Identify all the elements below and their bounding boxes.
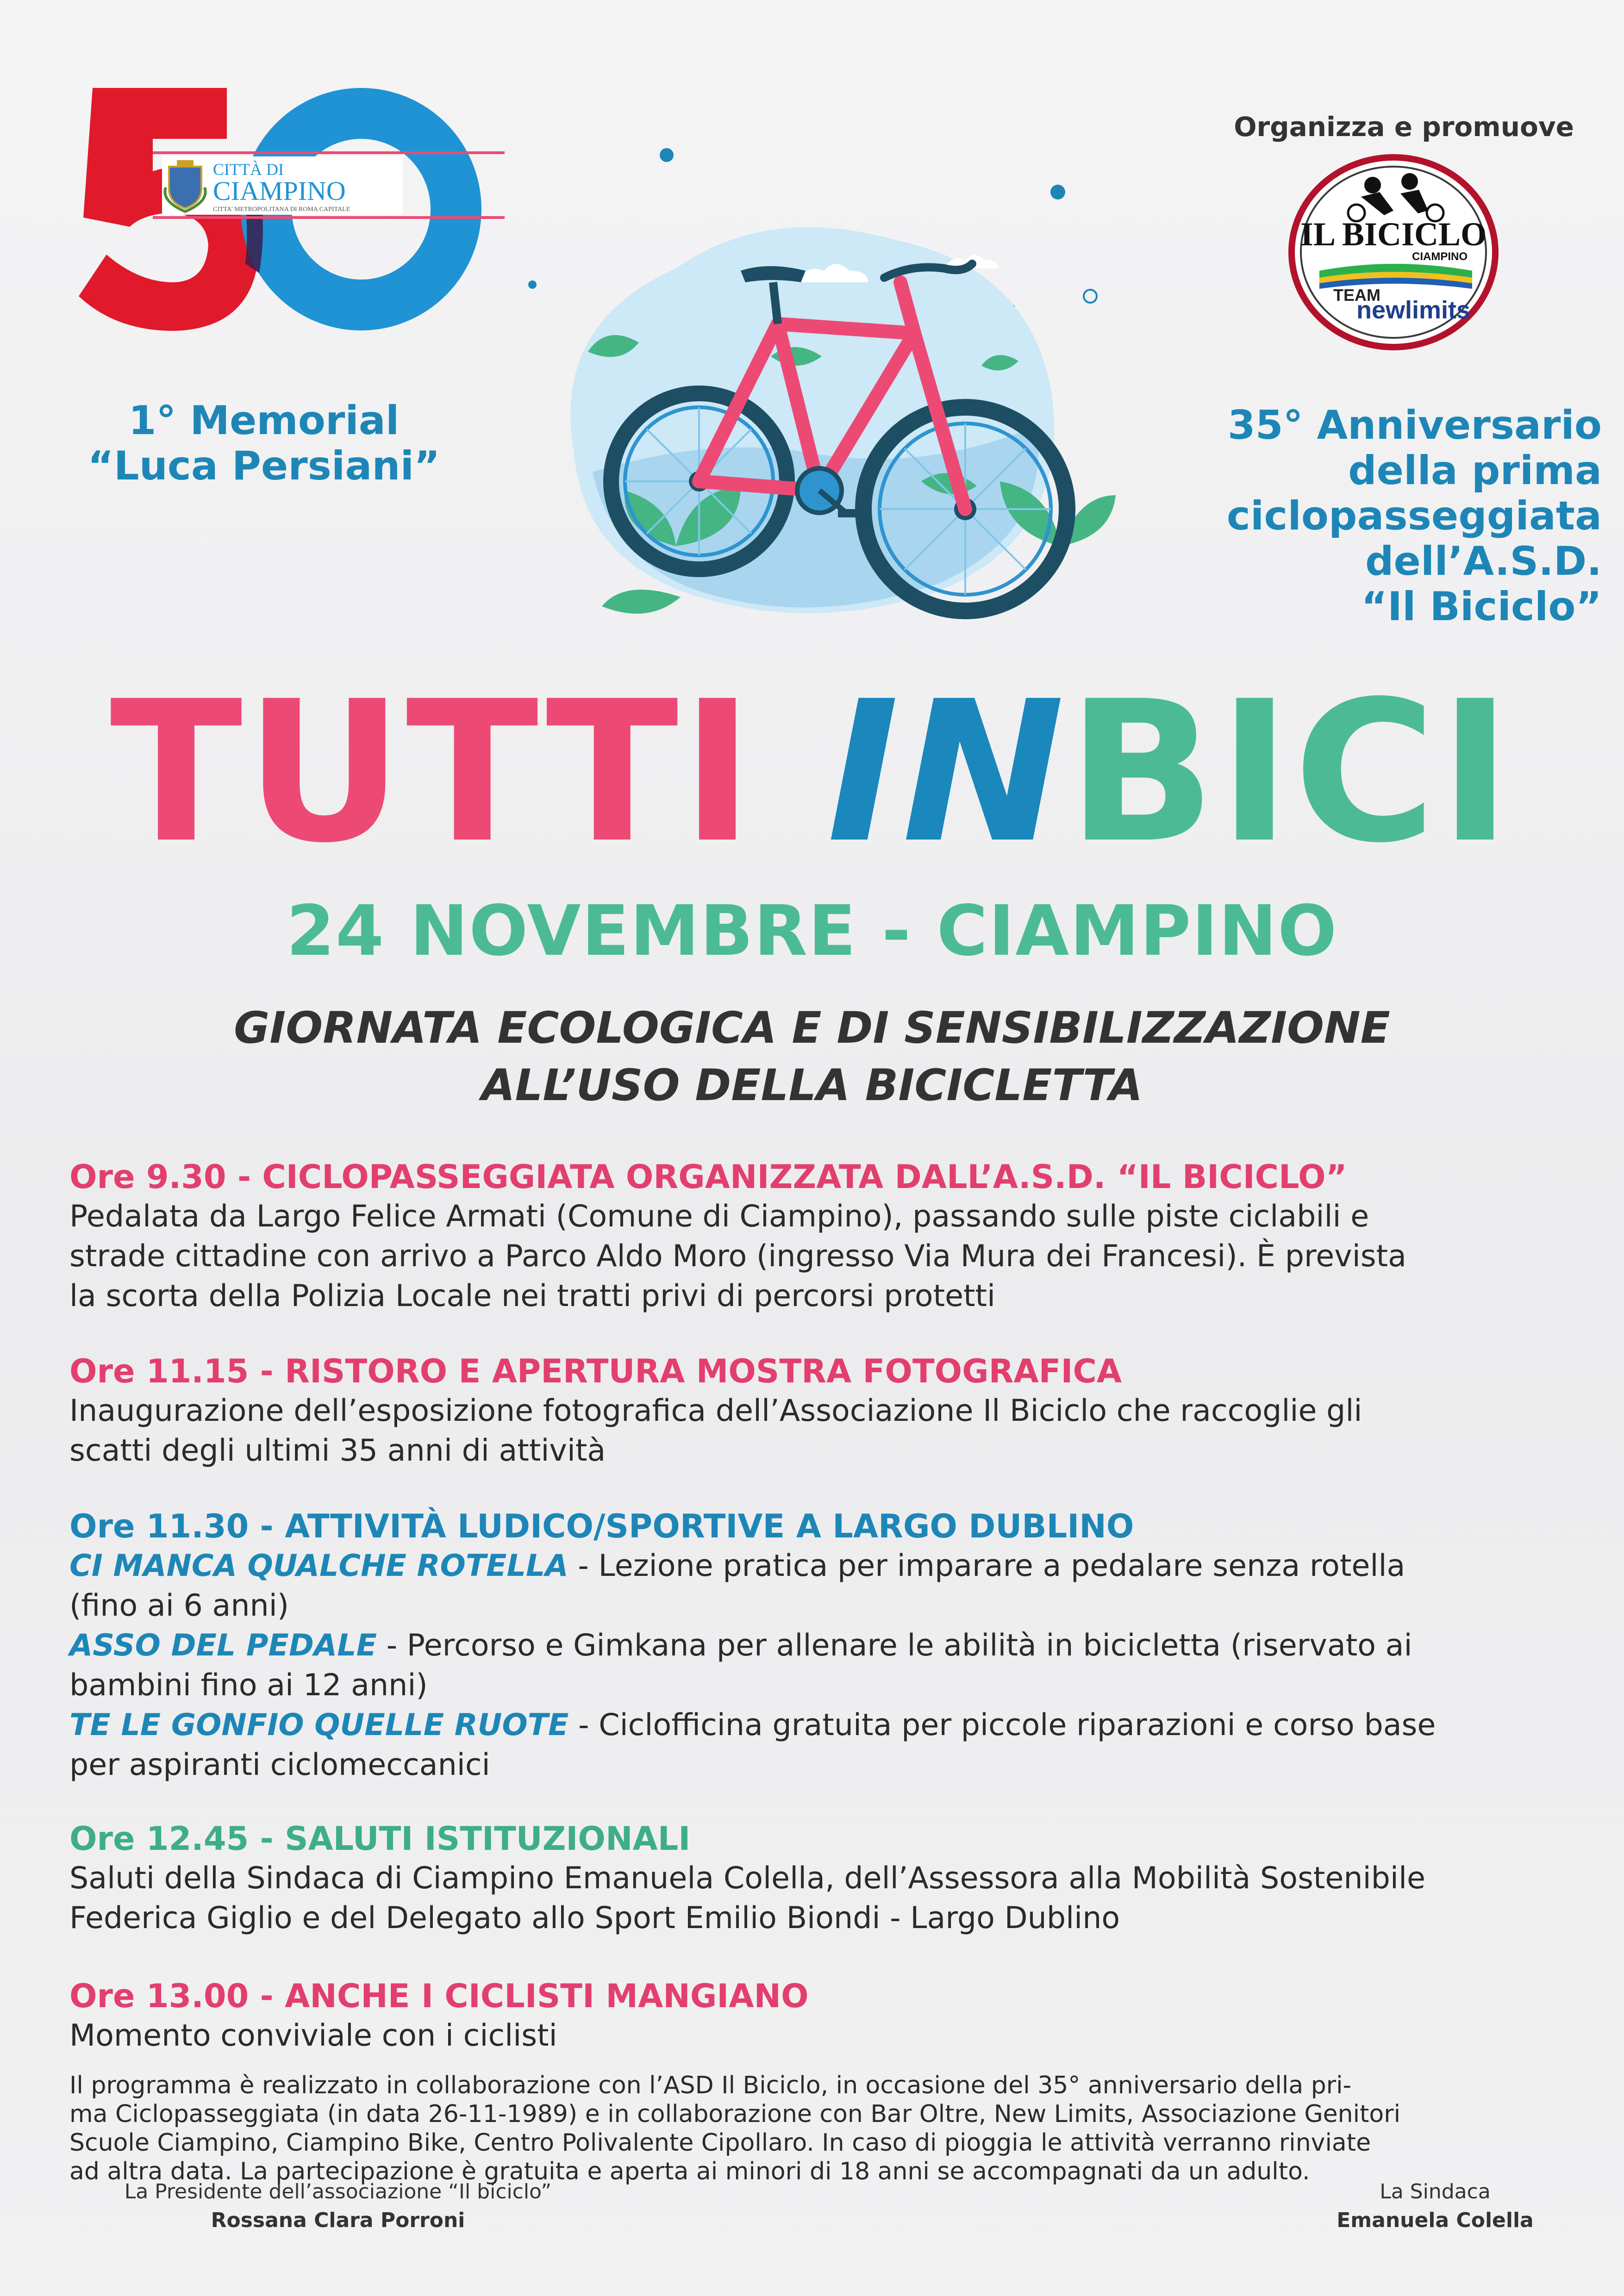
activity-name: ASSO DEL PEDALE (69, 1628, 377, 1663)
program-line: Federica Giglio e del Delegato allo Sport Emilio Biondi - Largo Dublino (69, 1901, 1120, 1935)
anniversary-line: 35° Anniversario (1227, 402, 1602, 448)
footnote-line: Scuole Ciampino, Ciampino Bike, Centro Polivalente Cipollaro. In caso di pioggia le attività verranno rinviate (69, 2129, 1371, 2157)
title-word-bici: BICI (1067, 660, 1514, 886)
program-item-1130 (69, 1506, 1560, 1785)
activity-line (69, 1546, 1560, 1586)
signature-role: La Presidente dell’associazione “Il biciclo” (124, 2180, 552, 2203)
program-item-0930 (69, 1157, 1560, 1316)
coat-of-arms-icon (165, 160, 205, 212)
program-line: Momento conviviale con i ciclisti (69, 2018, 557, 2053)
program-heading: Ore 12.45 - SALUTI ISTITUZIONALI (69, 1820, 691, 1858)
program-heading: Ore 11.30 - ATTIVITÀ LUDICO/SPORTIVE A LARGO DUBLINO (69, 1507, 1134, 1545)
activity-line (69, 1705, 1560, 1745)
city-name: CIAMPINO (213, 176, 346, 206)
program-line: Inaugurazione dell’esposizione fotografica dell’Associazione Il Biciclo che raccoglie gli (69, 1394, 1362, 1428)
program-heading: Ore 9.30 - CICLOPASSEGGIATA ORGANIZZATA DALL’A.S.D. “IL BICICLO” (69, 1158, 1347, 1196)
anniversary-title (1130, 403, 1602, 629)
memorial-line: “Luca Persiani” (87, 443, 440, 489)
program-item-1245 (69, 1819, 1560, 1938)
program-line: Pedalata da Largo Felice Armati (Comune di Ciampino), passando sulle piste ciclabili e (69, 1199, 1369, 1234)
subtitle-line: GIORNATA ECOLOGICA E DI SENSIBILIZZAZIONE (234, 1003, 1390, 1053)
city-tagline: CITTA' METROPOLITANA DI ROMA CAPITALE (213, 206, 350, 213)
activity-desc: - Percorso e Gimkana per allenare le abilità in bicicletta (riservato ai (377, 1628, 1412, 1663)
team-name: newlimits (1356, 296, 1471, 324)
program-heading: Ore 11.15 - RISTORO E APERTURA MOSTRA FOTOGRAFICA (69, 1352, 1122, 1390)
event-subtitle (0, 1000, 1624, 1114)
bicycle-illustration (481, 130, 1130, 648)
activity-line (69, 1626, 1560, 1666)
anniversary-line: dell’A.S.D. (1365, 538, 1602, 585)
subtitle-line: ALL’USO DELLA BICICLETTA (481, 1060, 1143, 1111)
program-line: strade cittadine con arrivo a Parco Aldo Moro (ingresso Via Mura dei Francesi). È prevista (69, 1239, 1406, 1274)
program-item-1300 (69, 1976, 1560, 2056)
signature-role: La Sindaca (1380, 2180, 1491, 2203)
event-title (0, 660, 1624, 886)
signature-name: Rossana Clara Porroni (211, 2209, 465, 2232)
footnote-line: ad altra data. La partecipazione è gratuita e aperta ai minori di 18 anni se accompagnati da un adulto. (69, 2158, 1310, 2185)
signature-president (65, 2178, 611, 2235)
signature-name: Emanuela Colella (1337, 2209, 1534, 2232)
memorial-title (69, 398, 458, 489)
biciclo-name: IL BICICLO (1300, 216, 1487, 253)
anniversary-line: della prima (1348, 448, 1602, 494)
memorial-line: 1° Memorial (128, 398, 400, 444)
activity-desc: - Lezione pratica per imparare a pedalare senza rotella (568, 1549, 1405, 1583)
anniversary-line: “Il Biciclo” (1361, 584, 1602, 630)
program-heading: Ore 13.00 - ANCHE I CICLISTI MANGIANO (69, 1977, 809, 2015)
activity-name: TE LE GONFIO QUELLE RUOTE (69, 1708, 569, 1742)
program-item-1115 (69, 1351, 1560, 1471)
footnote-line: ma Ciclopasseggiata (in data 26-11-1989) e in collaborazione con Bar Oltre, New Limits, Associazione Genitori (69, 2100, 1401, 2128)
title-word-in: IN (826, 660, 1068, 886)
ciampino-50-logo (74, 79, 518, 338)
program-line: la scorta della Polizia Locale nei tratti privi di percorsi protetti (69, 1279, 996, 1313)
footnote (69, 2071, 1560, 2186)
footnote-line: Il programma è realizzato in collaborazione con l’ASD Il Biciclo, in occasione del 35° anniversario della pri- (69, 2072, 1352, 2099)
activity-cont: per aspiranti ciclomeccanici (69, 1748, 490, 1782)
organizer-label: Organizza e promuove (1234, 111, 1574, 143)
activity-cont: (fino ai 6 anni) (69, 1588, 289, 1623)
signature-mayor (1305, 2178, 1565, 2235)
activity-cont: bambini fino ai 12 anni) (69, 1668, 428, 1703)
anniversary-line: ciclopasseggiata (1226, 493, 1602, 539)
event-date: 24 NOVEMBRE - CIAMPINO (286, 891, 1338, 971)
activity-desc: - Ciclofficina gratuita per piccole riparazioni e corso base (568, 1708, 1436, 1742)
program-line: scatti degli ultimi 35 anni di attività (69, 1433, 606, 1468)
biciclo-sub: CIAMPINO (1412, 250, 1468, 263)
program-line: Saluti della Sindaca di Ciampino Emanuela Colella, dell’Assessora alla Mobilità Sostenibile (69, 1861, 1426, 1896)
il-biciclo-logo (1287, 153, 1500, 352)
activity-name: CI MANCA QUALCHE ROTELLA (69, 1549, 568, 1583)
title-word-tutti: TUTTI (110, 660, 827, 886)
city-prefix: CITTÀ DI (213, 160, 284, 179)
team-label: TEAM (1333, 286, 1380, 305)
